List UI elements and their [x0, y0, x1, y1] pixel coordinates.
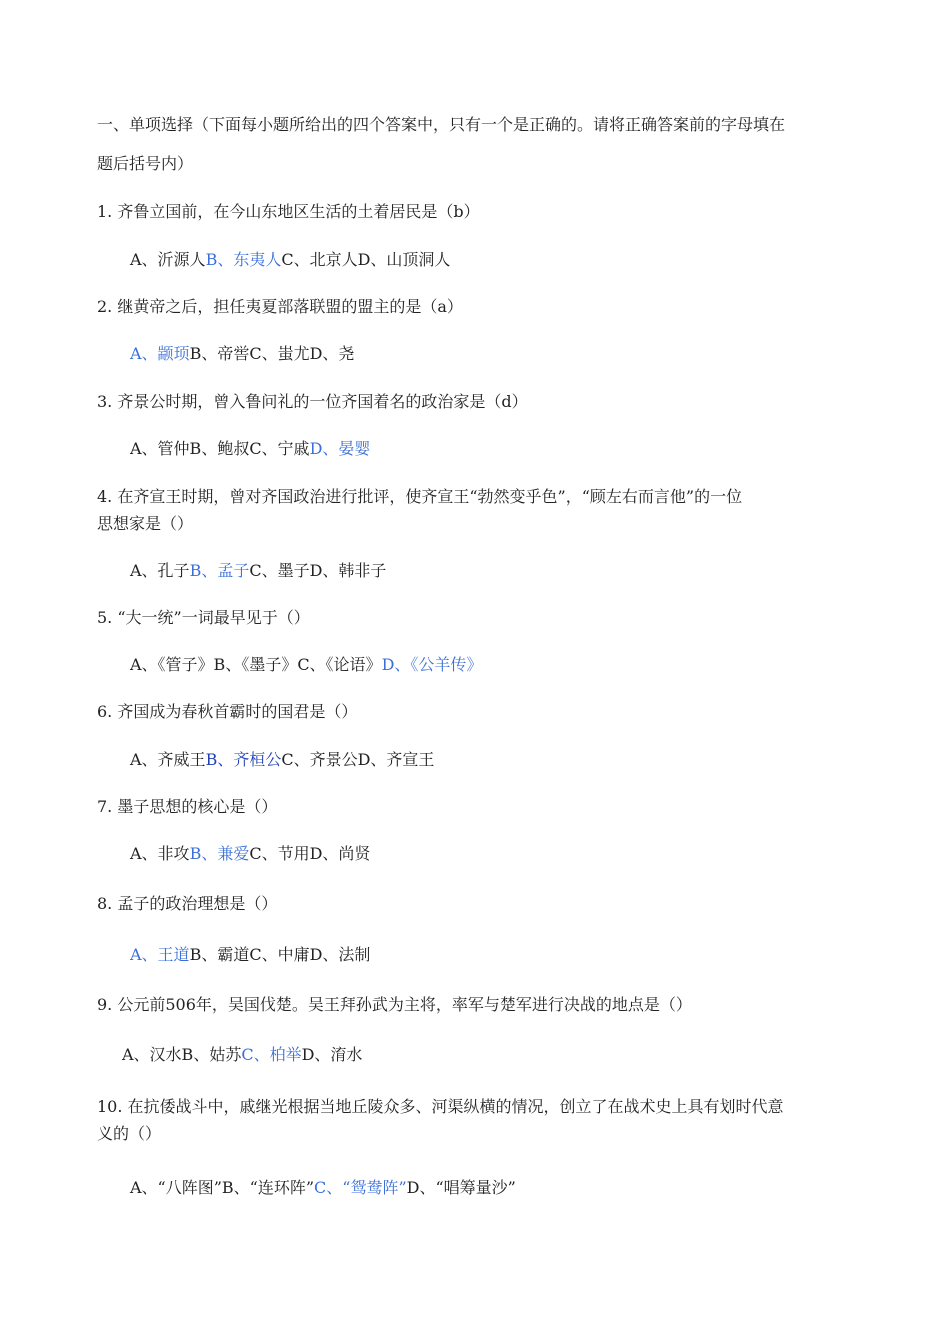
option-text: A、沂源人 [130, 250, 206, 269]
answer-option: B、齐桓公 [205, 750, 282, 769]
question-1-options [130, 248, 450, 272]
question-4-options [130, 559, 386, 583]
option-text: B、霸道C、中庸D、法制 [189, 945, 371, 964]
option-text: A、孔子 [130, 561, 190, 580]
answer-option: C、柏举 [241, 1045, 302, 1064]
question-6-text: 6. 齐国成为春秋首霸时的国君是（） [97, 702, 358, 721]
question-3-text: 3. 齐景公时期，曾入鲁问礼的一位齐国着名的政治家是（d） [97, 392, 528, 411]
answer-option: B、东夷人 [205, 250, 282, 269]
option-text: A、齐威王 [130, 750, 206, 769]
question-4-text: 4. 在齐宣王时期，曾对齐国政治进行批评，使齐宣王“勃然变乎色”，“顾左右而言他”的一位 [97, 487, 743, 506]
option-text: B、帝喾C、蚩尤D、尧 [189, 344, 355, 363]
question-10-options [130, 1176, 516, 1200]
question-7-options [130, 842, 370, 866]
answer-option: A、王道 [130, 945, 190, 964]
question-8-text: 8. 孟子的政治理想是（） [97, 894, 278, 913]
question-1-text: 1. 齐鲁立国前，在今山东地区生活的土着居民是（b） [97, 202, 480, 221]
question-8-options [130, 943, 370, 967]
option-text: A、非攻 [130, 844, 190, 863]
option-text: C、齐景公D、齐宣王 [281, 750, 435, 769]
question-10-text-cont: 义的（） [97, 1124, 162, 1143]
option-text: A、管仲B、鲍叔C、宁戚 [130, 439, 310, 458]
option-text: D、“唱筹量沙” [406, 1178, 516, 1197]
section-heading-line1: 一、单项选择（下面每小题所给出的四个答案中，只有一个是正确的。请将正确答案前的字母填在 [97, 115, 786, 134]
answer-option: D、《公羊传》 [381, 655, 483, 674]
option-text: C、北京人D、山顶洞人 [281, 250, 451, 269]
answer-option: D、晏婴 [309, 439, 371, 458]
question-6-options [130, 748, 434, 772]
answer-option: A、颛顼 [130, 344, 190, 363]
option-text: A、“八阵图”B、“连环阵” [130, 1178, 315, 1197]
question-7-text: 7. 墨子思想的核心是（） [97, 797, 278, 816]
question-2-options [130, 342, 354, 366]
option-text: A、《管子》B、《墨子》C、《论语》 [130, 655, 382, 674]
question-9-text: 9. 公元前506年，吴国伐楚。吴王拜孙武为主将，率军与楚军进行决战的地点是（） [97, 995, 692, 1014]
option-text: A、汉水B、姑苏 [122, 1045, 242, 1064]
question-9-options [122, 1043, 362, 1067]
answer-option: B、孟子 [189, 561, 250, 580]
answer-option: C、“鸳鸯阵” [314, 1178, 407, 1197]
question-5-text: 5. “大一统”一词最早见于（） [97, 608, 310, 627]
question-2-text: 2. 继黄帝之后，担任夷夏部落联盟的盟主的是（a） [97, 297, 463, 316]
option-text: C、节用D、尚贤 [249, 844, 371, 863]
question-10-text: 10. 在抗倭战斗中，戚继光根据当地丘陵众多、河渠纵横的情况，创立了在战术史上具有划时代意 [97, 1097, 784, 1116]
answer-option: B、兼爱 [189, 844, 250, 863]
question-5-options [130, 653, 482, 677]
question-3-options [130, 437, 370, 461]
question-4-text-cont: 思想家是（） [97, 514, 194, 533]
section-heading-line2: 题后括号内） [97, 154, 194, 173]
option-text: C、墨子D、韩非子 [249, 561, 387, 580]
option-text: D、淯水 [301, 1045, 363, 1064]
